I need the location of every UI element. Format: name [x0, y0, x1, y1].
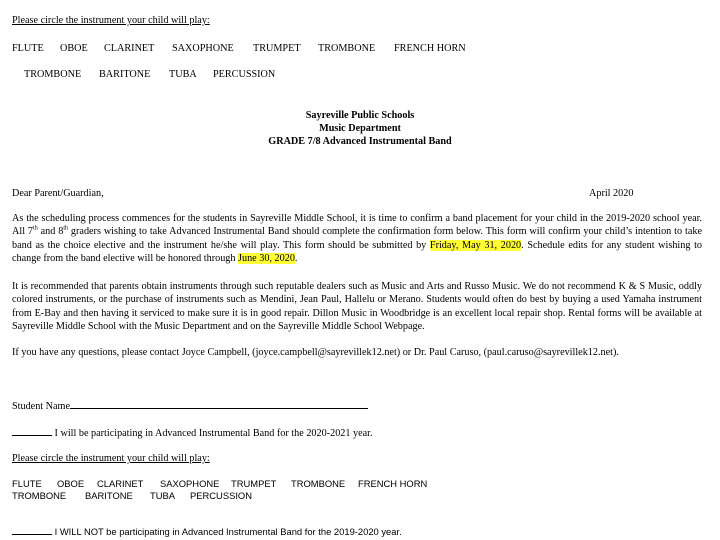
instrument-saxophone: SAXOPHONE	[172, 43, 234, 54]
instrument-french-horn[interactable]: FRENCH HORN	[358, 478, 428, 489]
letterhead-title: GRADE 7/8 Advanced Instrumental Band	[268, 136, 452, 147]
form-instrument-row-1	[0, 478, 720, 490]
top-circle-heading: Please circle the instrument your child will play:	[12, 15, 210, 26]
paragraph-instrument-recommendations: It is recommended that parents obtain instruments through such reputable dealers such as Music and Arts and Russo Music. We do not recommend K & S Music, oddly colored instruments, or the purchase of instruments such as Mendini, Jean Paul, Hallelu or Merano. Students would often do best by buying a used Yamaha instrument from E-Bay and then having it serviced to make sure it is in good repair. Dillon Music in Woodbridge is an excellent local repair shop. Rental forms will be available at Sayreville Middle School with the Music Department and on the Sayreville Middle School Webpage.	[12, 281, 702, 332]
instrument-clarinet: CLARINET	[104, 43, 155, 54]
instrument-oboe[interactable]: OBOE	[57, 478, 85, 489]
instrument-baritone: BARITONE	[99, 69, 151, 80]
instrument-flute[interactable]: FLUTE	[12, 478, 42, 489]
student-name-field[interactable]: Student Name	[12, 399, 368, 413]
letterhead-department: Music Department	[319, 123, 401, 134]
instrument-percussion[interactable]: PERCUSSION	[190, 490, 252, 501]
paragraph-scheduling: As the scheduling process commences for the students in Sayreville Middle School, it is time to confirm a band placement for your child in the 2019-2020 school year. All 7th and 8th graders wishing to take Advanced Instrumental Band should complete the confirmation form below. This form will confirm your child’s intention to take band as the choice elective and the instrument he/she will play. This form should be submitted by Friday, May 31, 2020. Schedule edits for any student wishing to change from the band elective will be honored through June 30, 2020.	[12, 213, 703, 264]
instrument-trombone: TROMBONE	[318, 43, 376, 54]
instrument-percussion: PERCUSSION	[213, 69, 276, 80]
instrument-tuba: TUBA	[169, 69, 197, 80]
instrument-oboe: OBOE	[60, 43, 88, 54]
top-instrument-row-1	[0, 42, 720, 56]
top-instrument-row-2	[0, 68, 720, 82]
highlight-deadline: Friday, May 31, 2020	[429, 239, 522, 251]
participating-checkline[interactable]	[12, 426, 52, 436]
not-participating-checkline[interactable]	[12, 526, 52, 535]
instrument-trombone: TROMBONE	[24, 69, 82, 80]
instrument-baritone[interactable]: BARITONE	[85, 490, 133, 501]
instrument-trumpet: TRUMPET	[253, 43, 301, 54]
highlight-schedule-edit-date: June 30, 2020	[238, 252, 295, 264]
salutation: Dear Parent/Guardian,	[12, 188, 104, 199]
instrument-saxophone[interactable]: SAXOPHONE	[160, 478, 220, 489]
form-circle-heading: Please circle the instrument your child will play:	[12, 453, 210, 464]
instrument-french-horn: FRENCH HORN	[394, 43, 466, 54]
letter-date: April 2020	[589, 188, 634, 199]
instrument-trombone[interactable]: TROMBONE	[12, 490, 67, 501]
instrument-tuba[interactable]: TUBA	[150, 490, 176, 501]
instrument-clarinet[interactable]: CLARINET	[97, 478, 144, 489]
paragraph-contact: If you have any questions, please contact Joyce Campbell, (joyce.campbell@sayrevillek12.net) or Dr. Paul Caruso, (paul.caruso@sayrevillek12.net).	[12, 347, 619, 358]
not-participating-option[interactable]: I WILL NOT be participating in Advanced Instrumental Band for the 2019-2020 year.	[12, 526, 402, 537]
student-name-line[interactable]	[70, 399, 368, 409]
instrument-flute: FLUTE	[12, 43, 44, 54]
participating-option[interactable]: I will be participating in Advanced Instrumental Band for the 2020-2021 year.	[12, 426, 373, 440]
form-instrument-row-2	[0, 490, 720, 502]
letterhead-school: Sayreville Public Schools	[305, 110, 415, 121]
instrument-trumpet[interactable]: TRUMPET	[231, 478, 277, 489]
instrument-trombone[interactable]: TROMBONE	[291, 478, 346, 489]
